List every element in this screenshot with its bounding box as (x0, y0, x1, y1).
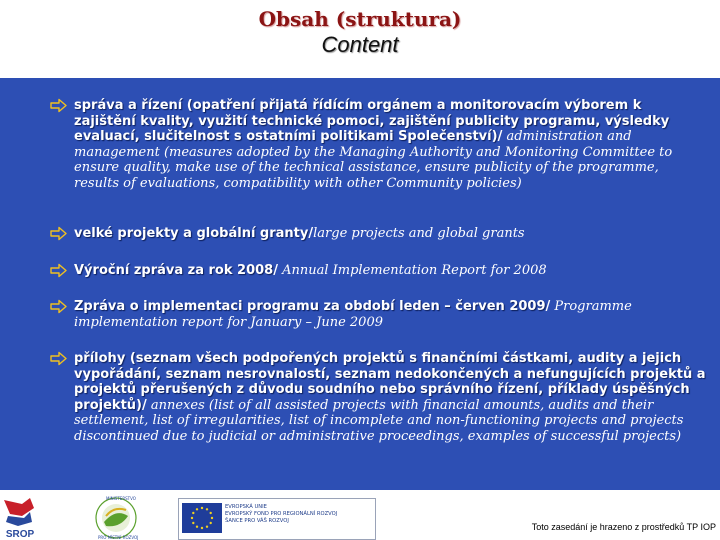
list-item (74, 263, 706, 279)
arrow-right-icon (50, 299, 68, 314)
srop-logo (0, 494, 40, 540)
item-separator: / (497, 129, 503, 144)
list-item (74, 351, 706, 444)
arrow-right-icon (50, 263, 68, 278)
item-english-text: Annual Implementation Report for 2008 (277, 263, 547, 278)
arrow-right-icon (50, 226, 68, 241)
eu-line: EVROPSKÁ UNIE (225, 504, 267, 510)
list-item (74, 226, 706, 242)
ministry-logo-line: PRO MÍSTNÍ ROZVOJ (98, 535, 139, 540)
item-separator: / (141, 397, 147, 413)
ministry-logo-line: MINISTERSTVO (106, 496, 136, 501)
ministry-logo (76, 494, 146, 540)
item-separator: / (273, 263, 278, 278)
item-czech-text: přílohy (seznam všech podpořených projektů s finančními částkami, audity a jejich vypořádání, seznam nesrovnalostí, seznam nedokončených a nefungujících projektů a projektů přerušených z důvodu soudního nebo správního řízení, příklady úspěšných projektů) (74, 351, 706, 413)
slide-title (0, 6, 720, 58)
arrow-right-icon (50, 98, 68, 113)
item-czech-text: velké projekty a globální granty (74, 226, 309, 241)
title-english: Content (321, 32, 399, 57)
funding-note: Toto zasedání je hrazeno z prostředků TP IOP (531, 522, 716, 532)
list-item (74, 299, 706, 330)
eu-line: ŠANCE PRO VÁŠ ROZVOJ (225, 518, 289, 524)
item-english-text: administration and management (measures adopted by the Managing Authority and Monitoring Committee to ensure quality, make use of the technical assistance, ensure publicity of the programme, results of evaluations, compatibility with other Community policies) (74, 129, 673, 191)
eu-text (225, 504, 373, 525)
item-czech-text: správa a řízení (opatření přijatá řídícím orgánem a monitorovacím výborem k zajištění kvality, využití technické pomoci, zajištění publicity programu, výsledky evaluací, slučitelnost s ostatními politikami Společenství) (74, 98, 670, 144)
title-czech: Obsah (struktura) (258, 7, 462, 31)
list-item (74, 98, 706, 191)
item-separator: / (308, 226, 314, 241)
item-czech-text: Zpráva o implementaci programu za období leden – červen 2009 (74, 299, 546, 314)
item-separator: / (545, 299, 551, 314)
item-english-text: large projects and global grants (313, 226, 525, 241)
item-czech-text: Výroční zpráva za rok 2008 (74, 263, 274, 278)
eu-logo-box (178, 498, 376, 540)
srop-logo-text: SROP (5, 529, 35, 540)
arrow-right-icon (50, 351, 68, 366)
item-english-text: Programme implementation report for January – June 2009 (74, 299, 632, 330)
item-english-text: annexes (list of all assisted projects with financial amounts, audits and their settlement, list of irregularities, list of incomplete and non-functioning projects and projects discontinued due to judicial or administrative proceedings, examples of successful projects) (74, 397, 684, 444)
eu-line: EVROPSKÝ FOND PRO REGIONÁLNÍ ROZVOJ (225, 511, 338, 517)
eu-flag-icon (182, 503, 222, 533)
